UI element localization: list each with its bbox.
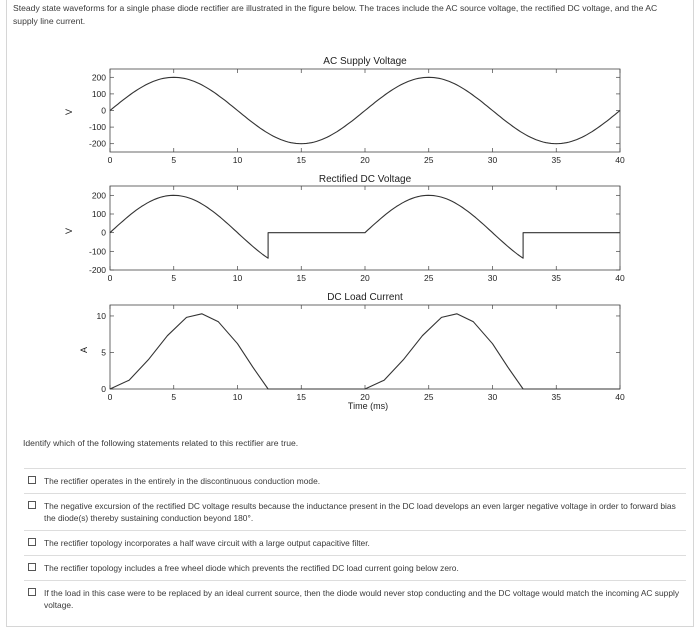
answer-option[interactable] bbox=[24, 468, 686, 493]
x-tick-label: 40 bbox=[615, 273, 625, 283]
question-intro: Steady state waveforms for a single phase diode rectifier are illustrated in the figure below. The traces include the AC source voltage, the rectified DC voltage, and the AC supply line current. bbox=[13, 3, 658, 26]
option-text: If the load in this case were to be replaced by an ideal current source, then the diode would never stop conducting and the DC voltage would match the incoming AC supply voltage. bbox=[44, 588, 680, 610]
x-tick-label: 35 bbox=[551, 392, 561, 402]
y-tick-label: -200 bbox=[88, 265, 106, 275]
plot-3 bbox=[79, 292, 625, 411]
x-tick-label: 20 bbox=[360, 273, 370, 283]
plot-frame bbox=[110, 186, 620, 270]
plot-2 bbox=[64, 174, 625, 283]
checkbox[interactable] bbox=[28, 563, 36, 571]
x-tick-label: 30 bbox=[487, 155, 498, 165]
x-tick-label: 10 bbox=[232, 392, 243, 402]
x-tick-label: 15 bbox=[296, 155, 306, 165]
checkbox[interactable] bbox=[28, 501, 36, 509]
y-tick-label: 200 bbox=[91, 72, 106, 83]
x-tick-label: 20 bbox=[360, 155, 370, 165]
plot-title: Rectified DC Voltage bbox=[318, 174, 412, 185]
y-tick-label: 5 bbox=[101, 347, 106, 358]
plot-title: DC Load Current bbox=[327, 292, 403, 303]
x-tick-label: 30 bbox=[487, 392, 498, 402]
checkbox[interactable] bbox=[28, 538, 36, 546]
x-tick-label: 40 bbox=[615, 155, 625, 165]
option-text: The rectifier topology includes a free wheel diode which prevents the rectified DC load current going below zero. bbox=[44, 563, 459, 573]
answer-option[interactable] bbox=[24, 530, 686, 555]
y-tick-label: 100 bbox=[91, 209, 106, 219]
x-tick-label: 5 bbox=[171, 155, 177, 165]
x-tick-label: 0 bbox=[107, 273, 113, 283]
x-tick-label: 0 bbox=[107, 155, 113, 165]
y-axis-label: A bbox=[79, 346, 89, 354]
answer-option[interactable] bbox=[24, 580, 686, 617]
answer-options bbox=[24, 468, 686, 617]
y-tick-label: 0 bbox=[101, 105, 106, 116]
option-text: The rectifier topology incorporates a half wave circuit with a large output capacitive filter. bbox=[44, 538, 370, 548]
y-tick-label: -100 bbox=[88, 246, 106, 257]
x-tick-label: 35 bbox=[551, 155, 561, 165]
y-axis-label: V bbox=[64, 108, 74, 116]
x-tick-label: 5 bbox=[171, 392, 177, 402]
y-tick-label: 200 bbox=[91, 190, 106, 201]
x-tick-label: 5 bbox=[171, 273, 177, 283]
x-tick-label: 10 bbox=[232, 155, 243, 165]
checkbox[interactable] bbox=[28, 588, 36, 596]
question-prompt: Identify which of the following statements related to this rectifier are true. bbox=[23, 438, 299, 448]
x-tick-label: 15 bbox=[296, 273, 306, 283]
option-text: The rectifier operates in the entirely in the discontinuous conduction mode. bbox=[44, 476, 321, 486]
y-tick-label: -200 bbox=[88, 138, 106, 149]
x-tick-label: 30 bbox=[487, 273, 498, 283]
y-tick-label: 100 bbox=[91, 88, 106, 99]
y-tick-label: -100 bbox=[88, 122, 106, 133]
x-tick-label: 25 bbox=[424, 273, 434, 283]
x-tick-label: 15 bbox=[296, 392, 306, 402]
option-text: The negative excursion of the rectified DC voltage results because the inductance present in the DC load develops an even larger negative voltage in order to forward bias the diode(s) thereby sustaining conduction beyond 180°. bbox=[44, 501, 676, 523]
x-tick-label: 20 bbox=[360, 392, 370, 402]
plot-title: AC Supply Voltage bbox=[323, 56, 407, 67]
checkbox[interactable] bbox=[28, 476, 36, 484]
x-tick-label: 25 bbox=[424, 392, 434, 402]
x-tick-label: 35 bbox=[551, 273, 561, 283]
answer-option[interactable] bbox=[24, 493, 686, 530]
x-tick-label: 25 bbox=[424, 155, 434, 165]
x-tick-label: 10 bbox=[232, 273, 243, 283]
y-tick-label: 0 bbox=[101, 227, 106, 238]
x-tick-label: 0 bbox=[107, 392, 113, 402]
x-tick-label: 40 bbox=[615, 392, 625, 402]
x-axis-label: Time (ms) bbox=[347, 401, 389, 411]
answer-option[interactable] bbox=[24, 555, 686, 580]
y-tick-label: 10 bbox=[96, 310, 106, 321]
plot-1 bbox=[64, 56, 625, 165]
y-tick-label: 0 bbox=[101, 384, 106, 394]
y-axis-label: V bbox=[64, 227, 74, 235]
